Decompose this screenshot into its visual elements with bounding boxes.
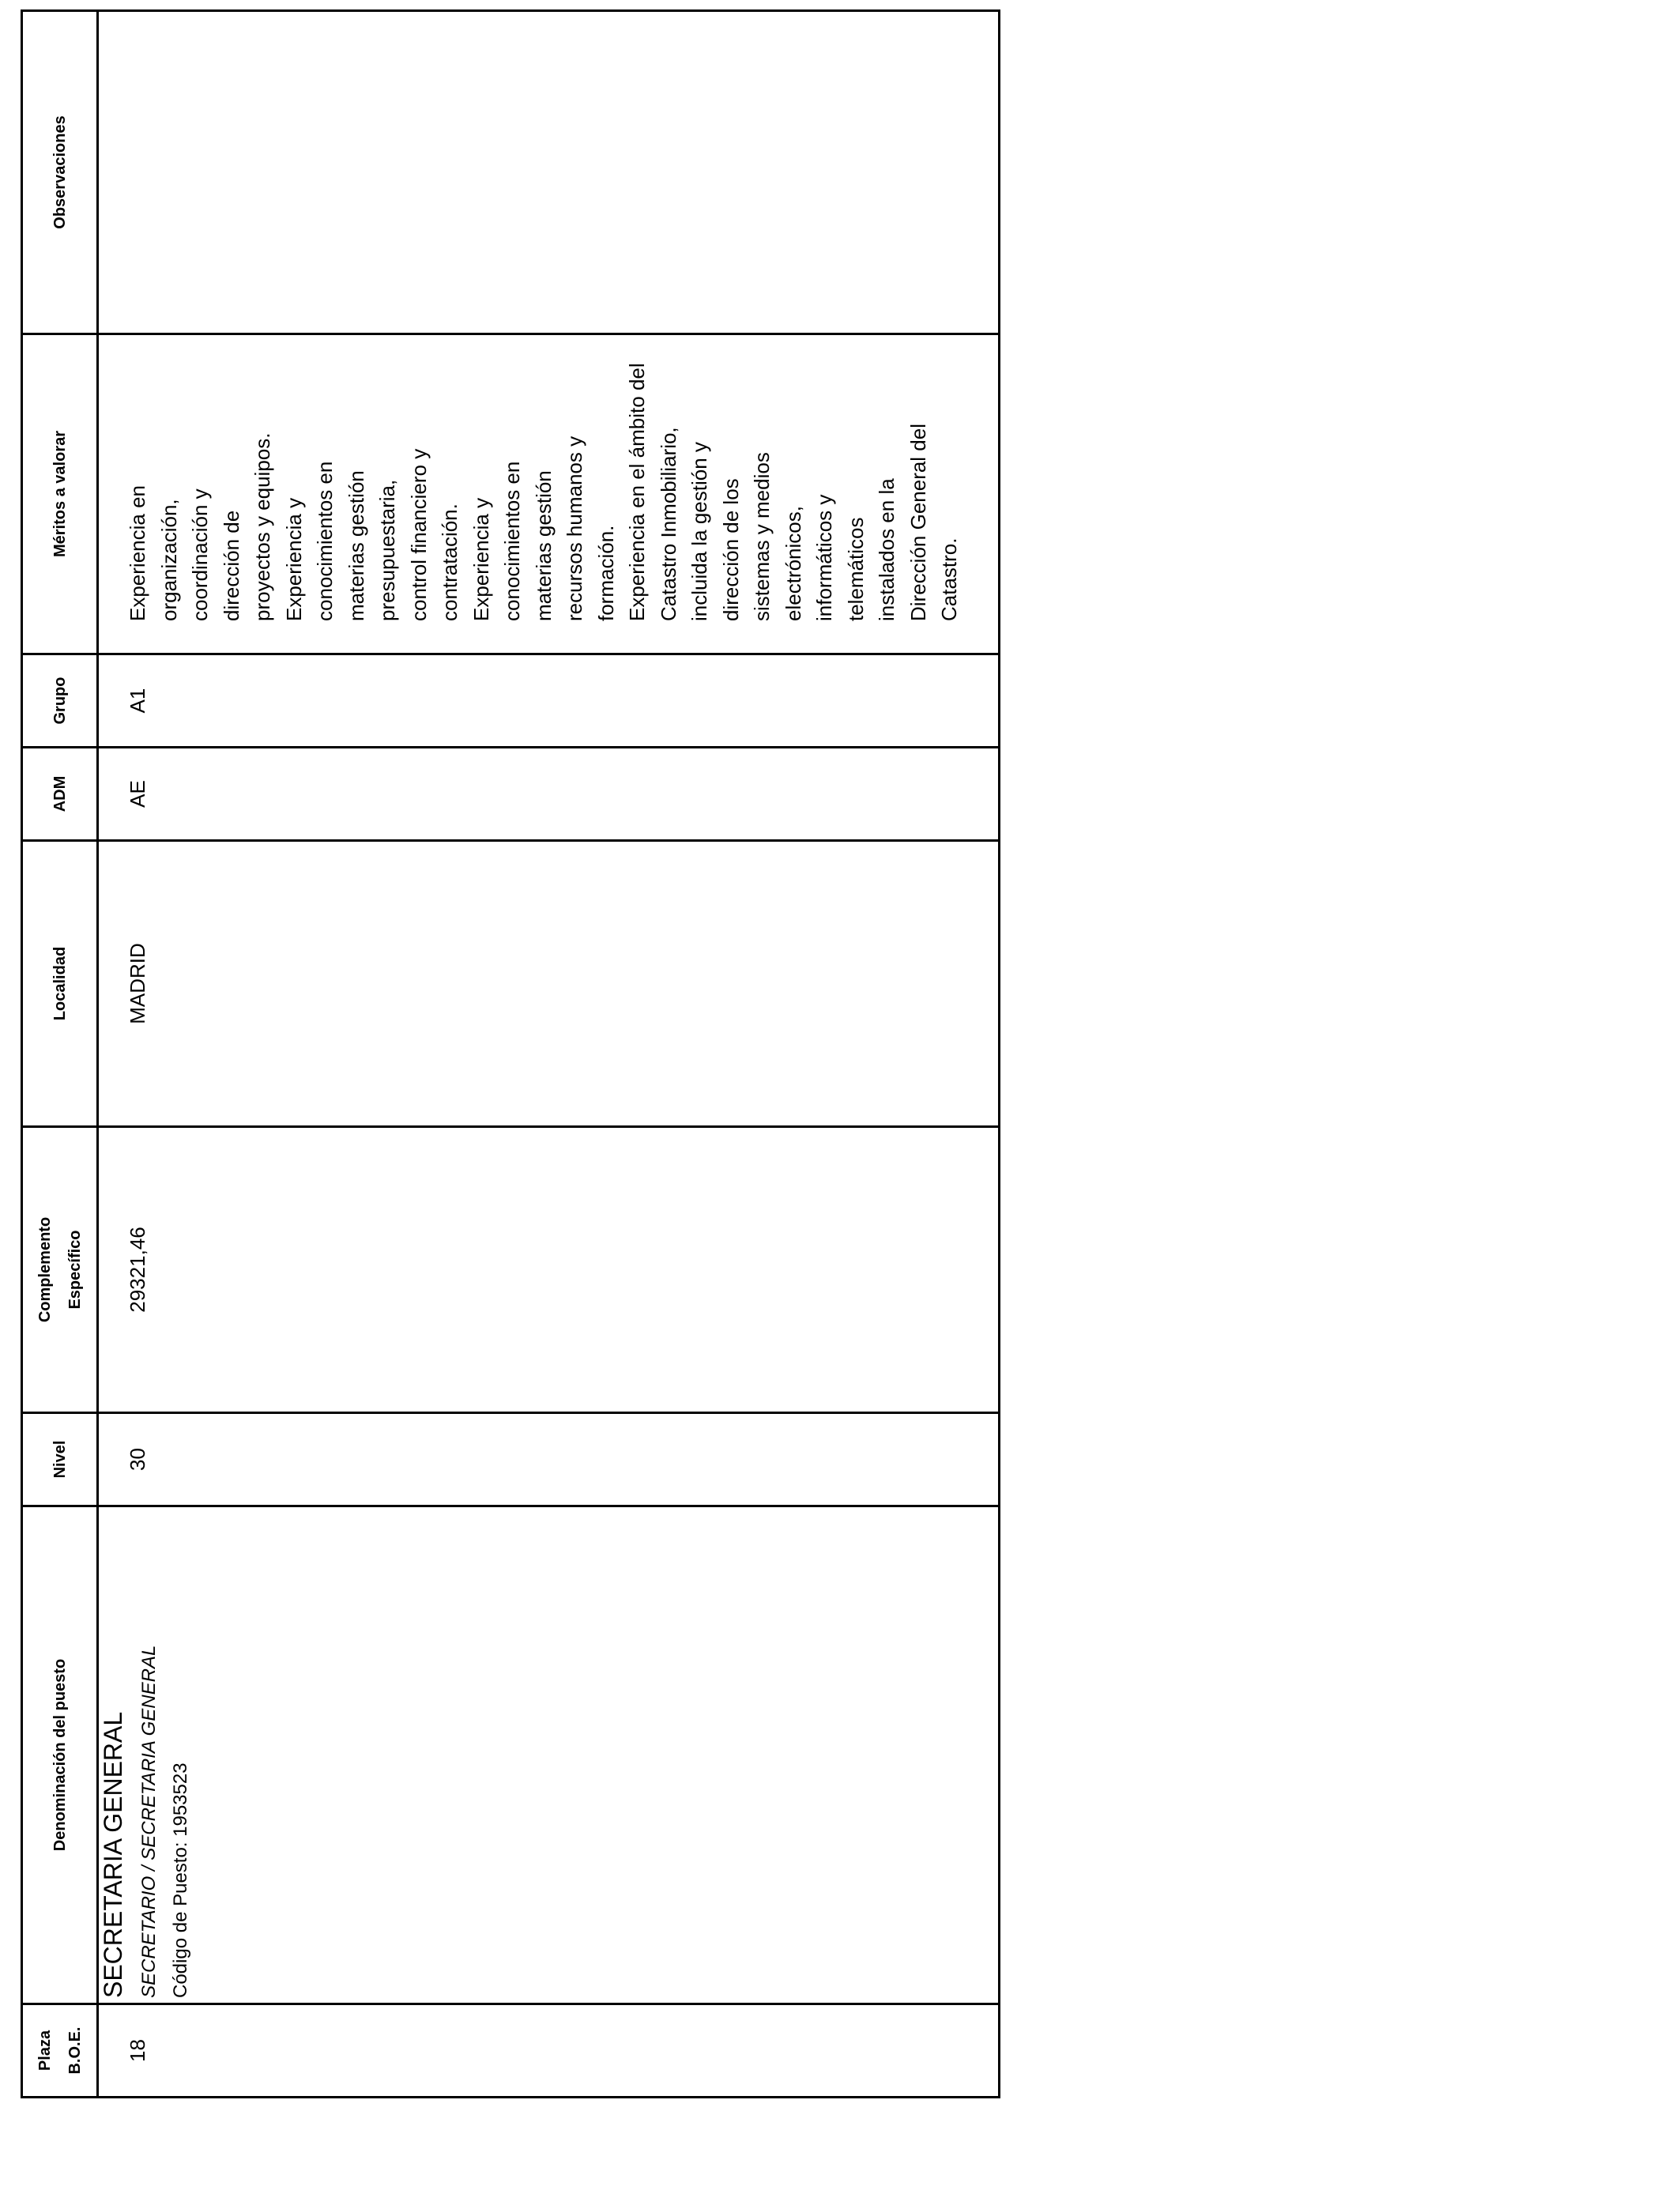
- header-complemento-line2: Específico: [66, 1230, 84, 1310]
- cell-complemento: 29321,46: [98, 1127, 1000, 1413]
- merito-line: presupuestaria,: [375, 479, 399, 621]
- merito-line: recursos humanos y: [563, 435, 586, 621]
- merito-line: Catastro.: [937, 537, 961, 621]
- denominacion-sub: SECRETARIO / SECRETARIA GENERAL: [138, 1645, 160, 1998]
- header-meritos: Méritos a valorar: [22, 334, 98, 654]
- merito-line: formación.: [593, 525, 618, 621]
- merito-line: telemáticos: [843, 517, 868, 621]
- merito-line: conocimientos en: [313, 461, 337, 621]
- merito-line: organización,: [156, 499, 181, 621]
- merito-line: Dirección General del: [906, 423, 930, 621]
- merito-line: dirección de: [219, 510, 243, 621]
- header-nivel: Nivel: [22, 1413, 98, 1506]
- header-grupo: Grupo: [22, 654, 98, 748]
- denominacion-title: SECRETARIA GENERAL: [99, 1711, 127, 1998]
- merito-line: coordinación y: [188, 488, 212, 621]
- header-row: [22, 11, 98, 2098]
- merito-line: electrónicos,: [781, 506, 805, 621]
- header-complemento: [22, 1127, 98, 1413]
- header-plaza-line2: B.O.E.: [66, 2026, 84, 2075]
- merito-line: proyectos y equipos.: [250, 432, 274, 621]
- merito-line: Catastro Inmobiliario,: [656, 427, 680, 621]
- merito-line: informáticos y: [812, 494, 836, 621]
- rotated-table-sheet: [21, 12, 1000, 2098]
- header-localidad: Localidad: [22, 841, 98, 1127]
- table-row: [98, 11, 1000, 2098]
- merito-line: materias gestión: [531, 470, 556, 621]
- cell-observaciones: [98, 11, 1000, 334]
- merito-line: Experiencia en el ámbito del: [625, 363, 649, 621]
- header-complemento-line1: Complemento: [36, 1216, 54, 1323]
- cell-nivel: 30: [98, 1413, 1000, 1506]
- merito-line: Experiencia en: [126, 485, 149, 621]
- merito-line: Experiencia y: [469, 497, 493, 621]
- header-plaza: [22, 2004, 98, 2098]
- merito-line: materias gestión: [344, 470, 368, 621]
- merito-line: conocimientos en: [500, 461, 524, 621]
- cell-meritos: [98, 334, 1000, 654]
- merito-line: instalados en la: [875, 478, 898, 621]
- header-adm: ADM: [22, 748, 98, 841]
- cell-grupo: A1: [98, 654, 1000, 748]
- merito-line: incluida la gestión y: [687, 442, 711, 621]
- meritos-list: [122, 335, 966, 621]
- merito-line: sistemas y medios: [750, 452, 774, 621]
- merito-line: contratación.: [438, 503, 461, 621]
- cell-denominacion: [98, 1506, 1000, 2004]
- codigo-puesto: Código de Puesto: 1953523: [170, 1762, 191, 1998]
- cell-localidad: MADRID: [98, 841, 1000, 1127]
- merito-line: control financiero y: [406, 448, 431, 621]
- header-plaza-line1: Plaza: [36, 2030, 54, 2071]
- header-observaciones: Observaciones: [22, 11, 98, 334]
- header-denominacion: Denominación del puesto: [22, 1506, 98, 2004]
- cell-plaza: 18: [98, 2004, 1000, 2098]
- cell-adm: AE: [98, 748, 1000, 841]
- merito-line: Experiencia y: [281, 497, 306, 621]
- merito-line: dirección de los: [718, 478, 743, 621]
- positions-table: [21, 9, 1000, 2098]
